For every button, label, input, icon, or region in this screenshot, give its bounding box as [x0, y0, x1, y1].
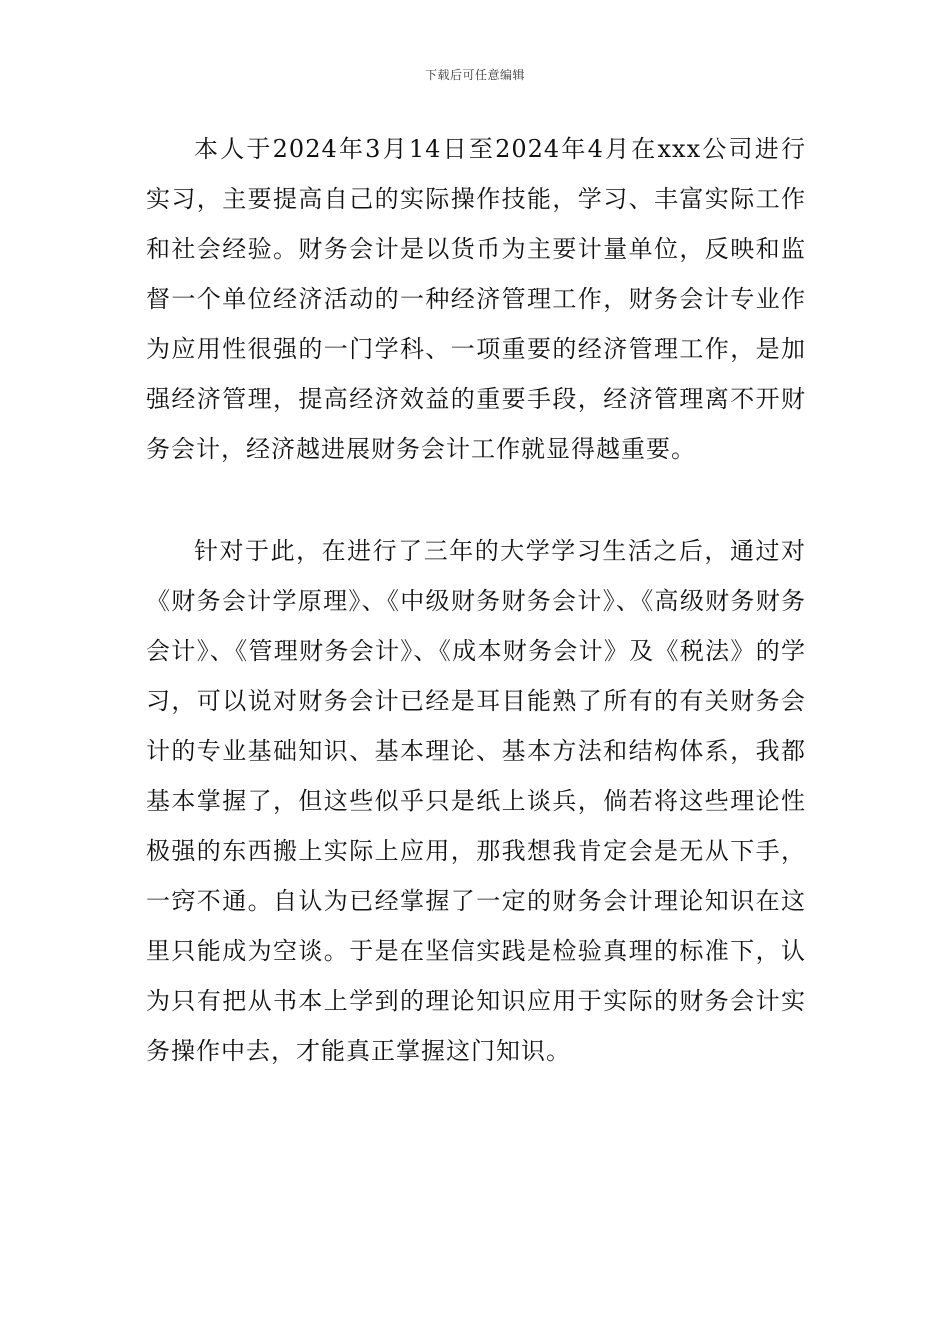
- document-body: [146, 124, 806, 1076]
- page-header-note: 下载后可任意编辑: [424, 68, 525, 82]
- paragraph-internship-intro: 本人于2024年3月14日至2024年4月在xxx公司进行实习，主要提高自己的实际操作技能，学习、丰富实际工作和社会经验。财务会计是以货币为主要计量单位，反映和监督一个单位经济活动的一种经济管理工作，财务会计专业作为应用性很强的一门学科、一项重要的经济管理工作，是加强经济管理，提高经济效益的重要手段，经济管理离不开财务会计，经济越进展财务会计工作就显得越重要。: [146, 135, 806, 463]
- paragraph-study-background: 针对于此，在进行了三年的大学学习生活之后，通过对《财务会计学原理》、《中级财务财务会计》、《高级财务财务会计》、《管理财务会计》、《成本财务会计》及《税法》的学习，可以说对财务会计已经是耳目能熟了所有的有关财务会计的专业基础知识、基本理论、基本方法和结构体系，我都基本掌握了，但这些似乎只是纸上谈兵，倘若将这些理论性极强的东西搬上实际上应用，那我想我肯定会是无从下手，一窍不通。自认为已经掌握了一定的财务会计理论知识在这里只能成为空谈。于是在坚信实践是检验真理的标准下，认为只有把从书本上学到的理论知识应用于实际的财务会计实务操作中去，才能真正掌握这门知识。: [146, 537, 806, 1065]
